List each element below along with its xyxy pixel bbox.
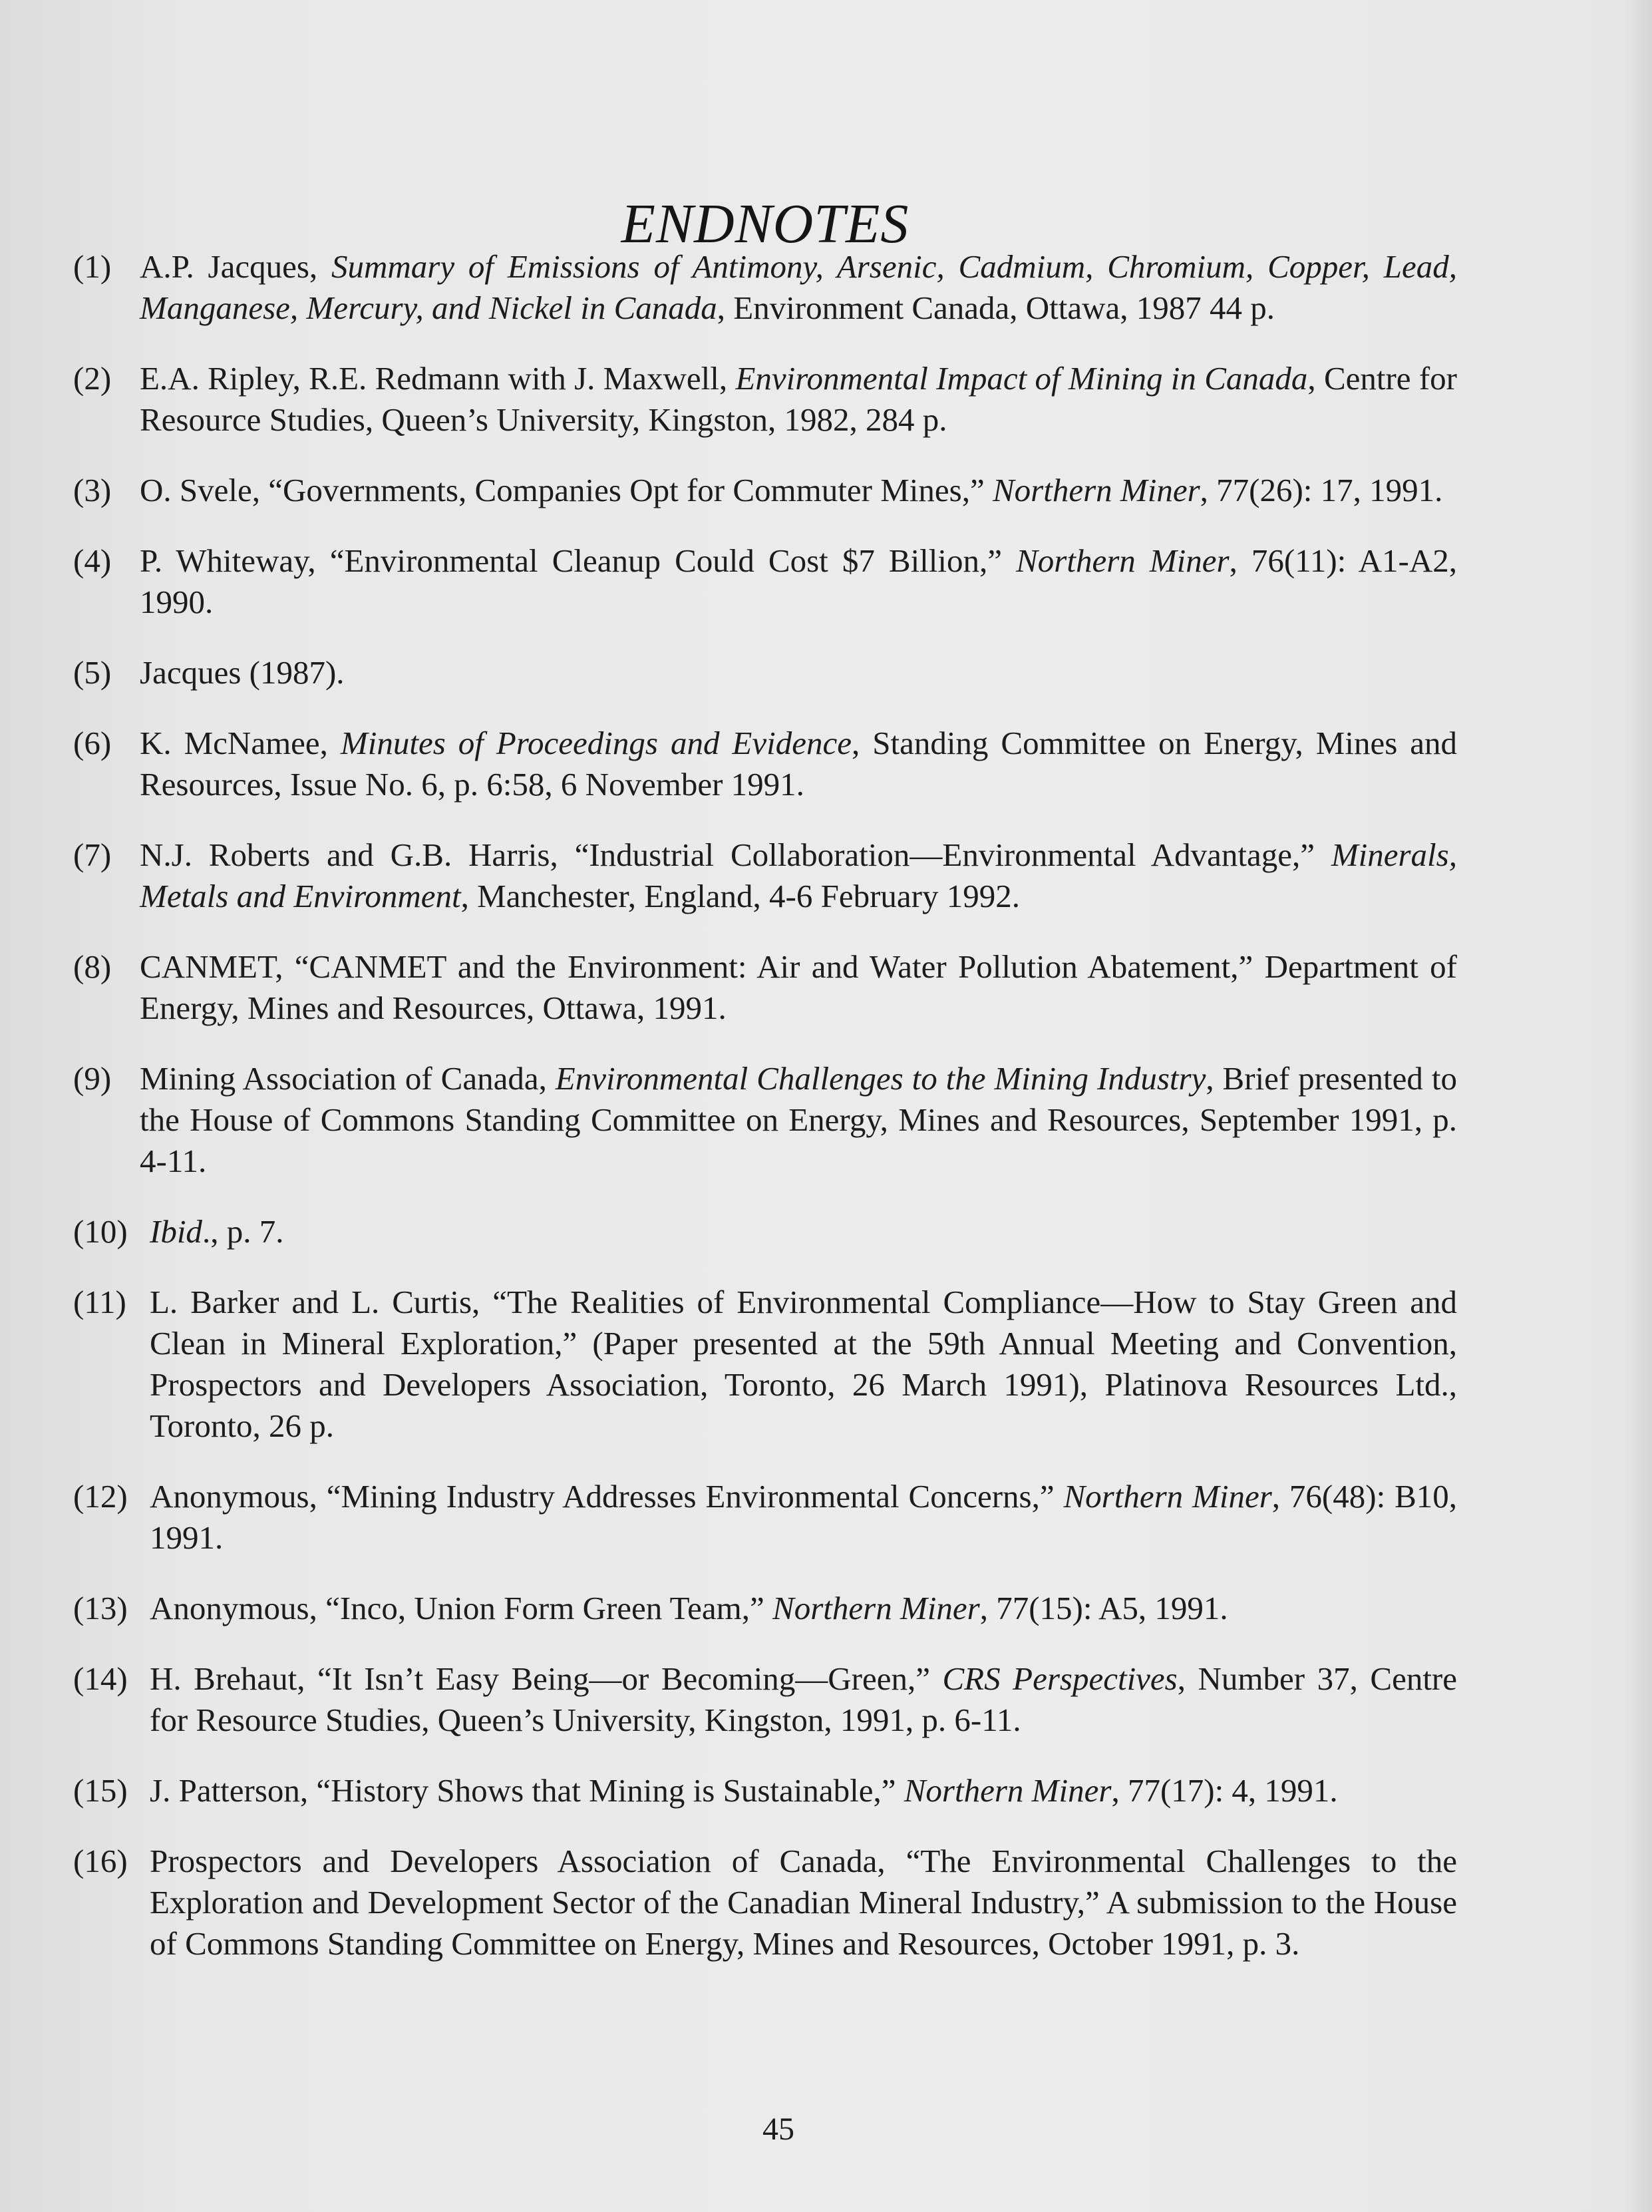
endnote-title-italic: Minutes of Proceedings and Evidence [340, 725, 852, 761]
endnote-text [140, 470, 1457, 511]
endnote-number: (8) [73, 948, 112, 985]
endnote-title-italic: Summary of Emissions of Antimony, Arsenic, Cadmium, Chromium, Copper, Lead, Manganese, Mercury, and Nickel in Canada [140, 248, 1457, 326]
endnote-text-part: E.A. Ripley, R.E. Redmann with J. Maxwell, [140, 360, 736, 397]
endnote-text-part: Anonymous, “Mining Industry Addresses Environmental Concerns,” [150, 1478, 1064, 1515]
endnote-text [150, 1841, 1457, 1964]
endnote-text [140, 946, 1457, 1029]
endnote-title-italic: Ibid [150, 1213, 202, 1250]
endnote-text-part: , 77(17): 4, 1991. [1111, 1772, 1338, 1809]
endnote-number: (14) [73, 1660, 128, 1697]
endnote-text-part: , 76(11): A1-A2, 1990. [140, 542, 1457, 620]
endnote-text-part: H. Brehaut, “It Isn’t Easy Being—or Becoming—Green,” [150, 1660, 943, 1697]
endnote-text [150, 1770, 1457, 1811]
endnotes-list [73, 246, 1457, 1994]
endnote-text [140, 723, 1457, 805]
endnote-number: (12) [73, 1478, 128, 1515]
endnote-number: (2) [73, 360, 112, 397]
endnote-text [140, 246, 1457, 329]
endnote-text-part: O. Svele, “Governments, Companies Opt for Commuter Mines,” [140, 472, 993, 508]
endnote-number: (13) [73, 1590, 128, 1626]
endnote-title-italic: CRS Perspectives [942, 1660, 1178, 1697]
endnote-text [140, 652, 1457, 693]
endnote-number: (3) [73, 472, 112, 508]
endnote-number: (16) [73, 1843, 128, 1879]
endnote-number: (6) [73, 725, 112, 761]
endnote-text [140, 358, 1457, 441]
endnote-text-part: L. Barker and L. Curtis, “The Realities of Environmental Compliance—How to Stay Green and Clean in Mineral Exploration,” (Paper presented at the 59th Annual Meeting and Convention, Prospectors and Developers Association, Toronto, 26 March 1991), Platinova Resources Ltd., Toronto, 26 p. [150, 1284, 1457, 1444]
endnote-text-part: , Manchester, England, 4-6 February 1992. [460, 878, 1021, 914]
endnote-number: (15) [73, 1772, 128, 1809]
endnote-15 [73, 1770, 1457, 1811]
endnote-number: (10) [73, 1213, 128, 1250]
endnote-14 [73, 1658, 1457, 1741]
endnote-text-part: , 76(48): B10, 1991. [150, 1478, 1457, 1556]
endnote-text-part: P. Whiteway, “Environmental Cleanup Could Cost $7 Billion,” [140, 542, 1017, 579]
endnote-title-italic: Northern Miner [904, 1772, 1112, 1809]
endnote-text-part: ., p. 7. [202, 1213, 284, 1250]
endnote-text-part: , Centre for Resource Studies, Queen’s University, Kingston, 1982, 284 p. [140, 360, 1457, 438]
endnote-text-part: K. McNamee, [140, 725, 341, 761]
page-title: ENDNOTES [621, 193, 909, 256]
endnote-text-part: J. Patterson, “History Shows that Mining is Sustainable,” [150, 1772, 904, 1809]
endnote-13 [73, 1588, 1457, 1629]
endnote-text-part: , Brief presented to the House of Commons Standing Committee on Energy, Mines and Resources, September 1991, p. 4-11. [140, 1060, 1457, 1179]
endnote-8 [73, 946, 1457, 1029]
endnote-number: (4) [73, 542, 112, 579]
endnote-text [140, 834, 1457, 917]
endnote-text [150, 1658, 1457, 1741]
endnote-text [140, 1058, 1457, 1182]
endnote-title-italic: Environmental Challenges to the Mining Industry [555, 1060, 1206, 1097]
endnote-text-part: , Number 37, Centre for Resource Studies, Queen’s University, Kingston, 1991, p. 6-11. [150, 1660, 1457, 1738]
endnote-title-italic: Northern Miner [1063, 1478, 1272, 1515]
endnote-2 [73, 358, 1457, 441]
endnote-text [150, 1476, 1457, 1559]
endnote-text-part: A.P. Jacques, [140, 248, 331, 285]
endnote-text-part: , 77(26): 17, 1991. [1200, 472, 1443, 508]
endnote-title-italic: Northern Miner [992, 472, 1200, 508]
endnote-title-italic: Northern Miner [1016, 542, 1230, 579]
endnote-title-italic: Environmental Impact of Mining in Canada [735, 360, 1308, 397]
endnote-16 [73, 1841, 1457, 1964]
endnote-text [150, 1211, 1457, 1252]
endnote-number: (7) [73, 836, 112, 873]
endnote-text-part: , Environment Canada, Ottawa, 1987 44 p. [717, 289, 1275, 326]
endnote-1 [73, 246, 1457, 329]
endnote-11 [73, 1282, 1457, 1447]
endnote-7 [73, 834, 1457, 917]
endnote-9 [73, 1058, 1457, 1182]
endnote-number: (1) [73, 248, 112, 285]
endnote-text-part: Prospectors and Developers Association of Canada, “The Environmental Challenges to the Exploration and Development Sector of the Canadian Mineral Industry,” A submission to the House of Commons Standing Committee on Energy, Mines and Resources, October 1991, p. 3. [150, 1843, 1457, 1962]
page-number: 45 [762, 2112, 794, 2147]
endnote-title-italic: Minerals, Metals and Environment [140, 836, 1457, 914]
endnote-text-part: Anonymous, “Inco, Union Form Green Team,” [150, 1590, 773, 1626]
endnote-text [140, 540, 1457, 623]
endnote-text-part: , 77(15): A5, 1991. [979, 1590, 1228, 1626]
endnote-text [150, 1282, 1457, 1447]
endnote-number: (9) [73, 1060, 112, 1097]
endnote-title-italic: Northern Miner [772, 1590, 980, 1626]
endnote-12 [73, 1476, 1457, 1559]
endnote-4 [73, 540, 1457, 623]
endnote-5 [73, 652, 1457, 693]
endnote-3 [73, 470, 1457, 511]
page-edge-shadow [1623, 0, 1652, 2212]
endnote-number: (5) [73, 654, 112, 691]
endnote-text-part: N.J. Roberts and G.B. Harris, “Industrial Collaboration—Environmental Advantage,” [140, 836, 1331, 873]
endnote-number: (11) [73, 1284, 126, 1320]
endnote-text-part: Mining Association of Canada, [140, 1060, 556, 1097]
endnote-text-part: CANMET, “CANMET and the Environment: Air and Water Pollution Abatement,” Department of Energy, Mines and Resources, Ottawa, 1991. [140, 948, 1457, 1026]
endnote-text-part: Jacques (1987). [140, 654, 345, 691]
endnote-10 [73, 1211, 1457, 1252]
endnote-text-part: , Standing Committee on Energy, Mines and Resources, Issue No. 6, p. 6:58, 6 November 1991. [140, 725, 1458, 803]
endnote-6 [73, 723, 1457, 805]
endnote-text [150, 1588, 1457, 1629]
